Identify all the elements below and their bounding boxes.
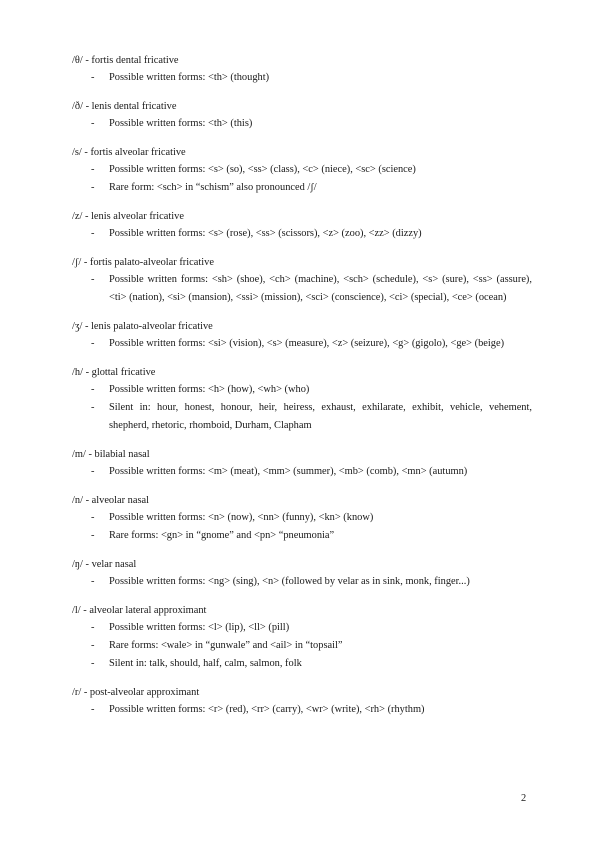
- phoneme-section: [72, 255, 532, 307]
- phoneme-section: [72, 603, 532, 673]
- dash-bullet: -: [91, 640, 95, 651]
- phoneme-heading: /ʃ/ - fortis palato-alveolar fricative: [72, 257, 214, 268]
- dash-bullet: -: [91, 530, 95, 541]
- list-item-text: Possible written forms: <th> (this): [109, 118, 253, 129]
- list-item-text: Possible written forms: <m> (meat), <mm> (summer), <mb> (comb), <mn> (autumn): [109, 466, 468, 477]
- bullet-list: [72, 69, 532, 87]
- phoneme-heading: /ŋ/ - velar nasal: [72, 559, 137, 570]
- phoneme-section: [72, 447, 532, 481]
- phoneme-section: [72, 685, 532, 719]
- phoneme-section: [72, 99, 532, 133]
- dash-bullet: -: [91, 182, 95, 193]
- phoneme-section: [72, 209, 532, 243]
- bullet-list: [72, 509, 532, 545]
- phoneme-section: [72, 145, 532, 197]
- phoneme-heading: /ʒ/ - lenis palato-alveolar fricative: [72, 321, 213, 332]
- bullet-list: [72, 161, 532, 197]
- dash-bullet: -: [91, 72, 95, 83]
- list-item-text: Silent in: talk, should, half, calm, salmon, folk: [109, 658, 302, 669]
- list-item: [72, 655, 532, 673]
- dash-bullet: -: [91, 704, 95, 715]
- list-item: [72, 161, 532, 179]
- phoneme-section: [72, 493, 532, 545]
- dash-bullet: -: [91, 228, 95, 239]
- dash-bullet: -: [91, 118, 95, 129]
- list-item-text: Rare forms: <gn> in “gnome” and <pn> “pneumonia”: [109, 530, 335, 541]
- phoneme-section: [72, 557, 532, 591]
- bullet-list: [72, 463, 532, 481]
- phoneme-heading: /r/ - post-alveolar approximant: [72, 687, 200, 698]
- list-item-text: Possible written forms: <sh> (shoe), <ch> (machine), <sch> (schedule), <s> (sure), <ss> (assure), <ti> (nation), <si> (mansion), <ssi> (mission), <sci> (conscience), <ci> (special), <ce> (ocean): [109, 274, 532, 303]
- list-item: [72, 637, 532, 655]
- dash-bullet: -: [91, 658, 95, 669]
- dash-bullet: -: [91, 274, 95, 285]
- bullet-list: [72, 573, 532, 591]
- bullet-list: [72, 701, 532, 719]
- dash-bullet: -: [91, 466, 95, 477]
- bullet-list: [72, 619, 532, 673]
- phoneme-heading: /θ/ - fortis dental fricative: [72, 55, 179, 66]
- bullet-list: [72, 225, 532, 243]
- list-item-text: Possible written forms: <h> (how), <wh> (who): [109, 384, 310, 395]
- dash-bullet: -: [91, 338, 95, 349]
- list-item: [72, 69, 532, 87]
- dash-bullet: -: [91, 622, 95, 633]
- phoneme-heading: /s/ - fortis alveolar fricative: [72, 147, 186, 158]
- phoneme-heading: /z/ - lenis alveolar fricative: [72, 211, 184, 222]
- list-item-text: Possible written forms: <r> (red), <rr> (carry), <wr> (write), <rh> (rhythm): [109, 704, 425, 715]
- list-item: [72, 509, 532, 527]
- list-item: [72, 527, 532, 545]
- phoneme-heading: /ð/ - lenis dental fricative: [72, 101, 177, 112]
- dash-bullet: -: [91, 576, 95, 587]
- bullet-list: [72, 271, 532, 307]
- list-item: [72, 463, 532, 481]
- phoneme-section: [72, 53, 532, 87]
- phoneme-heading: /n/ - alveolar nasal: [72, 495, 150, 506]
- list-item-text: Possible written forms: <s> (rose), <ss> (scissors), <z> (zoo), <zz> (dizzy): [109, 228, 422, 239]
- phoneme-list: [72, 53, 532, 731]
- phoneme-heading: /l/ - alveolar lateral approximant: [72, 605, 207, 616]
- dash-bullet: -: [91, 402, 95, 413]
- phoneme-section: [72, 365, 532, 435]
- list-item-text: Rare forms: <wale> in “gunwale” and <ail> in “topsail”: [109, 640, 343, 651]
- list-item: [72, 179, 532, 197]
- list-item: [72, 701, 532, 719]
- list-item: [72, 381, 532, 399]
- list-item-text: Possible written forms: <ng> (sing), <n> (followed by velar as in sink, monk, finger...): [109, 576, 470, 587]
- bullet-list: [72, 335, 532, 353]
- list-item-text: Possible written forms: <th> (thought): [109, 72, 270, 83]
- list-item-text: Silent in: hour, honest, honour, heir, heiress, exhaust, exhilarate, exhibit, vehicle, vehement, shepherd, rhetoric, rhomboid, Durham, Clapham: [109, 402, 532, 431]
- list-item-text: Possible written forms: <si> (vision), <s> (measure), <z> (seizure), <g> (gigolo), <ge> (beige): [109, 338, 505, 349]
- list-item: [72, 399, 532, 435]
- list-item: [72, 335, 532, 353]
- phoneme-section: [72, 319, 532, 353]
- list-item-text: Possible written forms: <s> (so), <ss> (class), <c> (niece), <sc> (science): [109, 164, 416, 175]
- bullet-list: [72, 381, 532, 435]
- list-item: [72, 225, 532, 243]
- list-item-text: Rare form: <sch> in “schism” also pronounced /ʃ/: [109, 182, 317, 193]
- bullet-list: [72, 115, 532, 133]
- list-item: [72, 271, 532, 307]
- phoneme-heading: /m/ - bilabial nasal: [72, 449, 150, 460]
- list-item: [72, 619, 532, 637]
- list-item: [72, 573, 532, 591]
- list-item-text: Possible written forms: <n> (now), <nn> (funny), <kn> (know): [109, 512, 374, 523]
- dash-bullet: -: [91, 164, 95, 175]
- dash-bullet: -: [91, 512, 95, 523]
- phoneme-heading: /h/ - glottal fricative: [72, 367, 156, 378]
- list-item-text: Possible written forms: <l> (lip), <ll> (pill): [109, 622, 290, 633]
- list-item: [72, 115, 532, 133]
- page-number: 2: [521, 793, 527, 804]
- dash-bullet: -: [91, 384, 95, 395]
